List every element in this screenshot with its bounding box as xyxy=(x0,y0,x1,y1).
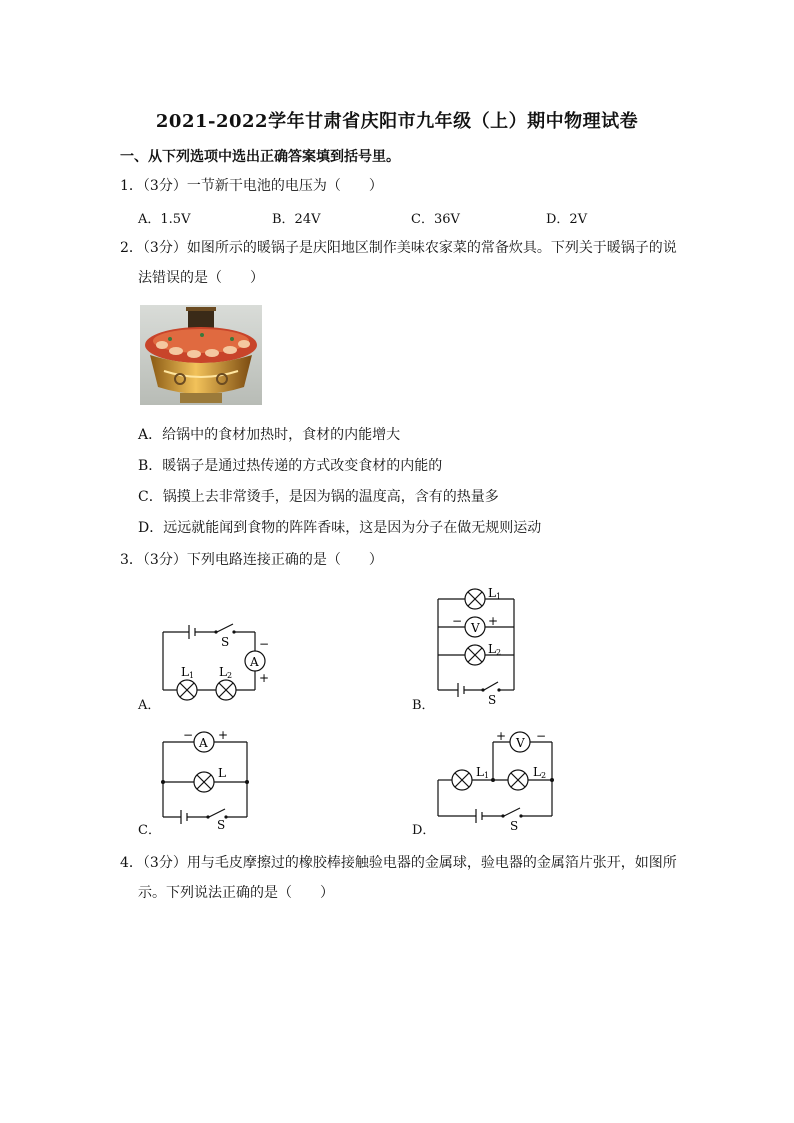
circuit-c-ammeter-label: A xyxy=(199,736,208,750)
circuit-a-lamp2-letter: L xyxy=(219,665,227,679)
circuit-b-lamp2-letter: L xyxy=(488,642,496,656)
section-heading: 一、从下列选项中选出正确答案填到括号里。 xyxy=(120,149,400,165)
circuit-a-plus-label: + xyxy=(259,671,270,685)
circuit-d-lamp2-sub: 2 xyxy=(540,771,547,780)
question-2-option-d: D．远远就能闻到食物的阵阵香味，这是因为分子在做无规则运动 xyxy=(138,520,542,536)
question-1-option-a: A．1.5V xyxy=(138,212,191,227)
circuit-a-lamp2-label xyxy=(219,665,232,680)
question-1-stem: 1．（3分）一节新干电池的电压为（ ） xyxy=(120,178,383,194)
hot-pot-image xyxy=(140,305,262,405)
circuit-d-plus-label: + xyxy=(496,730,507,743)
circuit-b-voltmeter-label: V xyxy=(471,621,480,635)
circuit-d-lamp2-letter: L xyxy=(533,765,541,779)
circuit-a-switch-label: S xyxy=(221,635,230,649)
circuit-d-minus-label: − xyxy=(536,730,547,743)
circuit-d-lamp1-label xyxy=(476,765,489,780)
question-3-option-b-label: B． xyxy=(412,698,435,713)
circuit-d-lamp2-label xyxy=(533,765,546,780)
question-2-option-a: A．给锅中的食材加热时，食材的内能增大 xyxy=(138,427,401,443)
question-4-stem-line-2: 示。下列说法正确的是（ ） xyxy=(138,885,334,901)
circuit-b-lamp2-label xyxy=(488,642,501,657)
circuit-b-lamp2-sub: 2 xyxy=(495,648,502,657)
circuit-d-lamp1-sub: 1 xyxy=(483,771,490,780)
circuit-b-lamp1-label xyxy=(488,586,501,601)
question-4-stem-line-1: 4．（3分）用与毛皮摩擦过的橡胶棒接触验电器的金属球，验电器的金属箔片张开，如图所 xyxy=(120,855,677,871)
question-2-option-b: B．暖锅子是通过热传递的方式改变食材的内能的 xyxy=(138,458,443,474)
question-1-option-b: B．24V xyxy=(272,212,321,227)
circuit-b-minus-label: − xyxy=(452,614,463,628)
question-3-option-c-label: C． xyxy=(138,823,161,838)
circuit-d-lamp1-letter: L xyxy=(476,765,484,779)
circuit-diagram-c xyxy=(155,727,265,837)
circuit-a-minus-label: − xyxy=(259,637,270,651)
circuit-b-lamp1-sub: 1 xyxy=(495,592,502,601)
question-2-option-c: C．锅摸上去非常烫手，是因为锅的温度高，含有的热量多 xyxy=(138,489,499,505)
circuit-a-ammeter-label: A xyxy=(250,655,259,669)
question-1-option-d: D．2V xyxy=(546,212,588,227)
question-2-stem-line-2: 法错误的是（ ） xyxy=(138,270,264,286)
question-3-option-a-label: A． xyxy=(138,698,161,713)
circuit-a-lamp1-sub: 1 xyxy=(188,671,195,680)
circuit-diagram-d xyxy=(432,730,562,835)
circuit-c-switch-label: S xyxy=(217,818,226,832)
circuit-a-lamp1-label xyxy=(181,665,194,680)
circuit-d-voltmeter-label: V xyxy=(516,736,525,750)
question-2-stem-line-1: 2．（3分）如图所示的暖锅子是庆阳地区制作美味农家菜的常备炊具。下列关于暖锅子的说 xyxy=(120,240,677,256)
page-title: 2021-2022学年甘肃省庆阳市九年级（上）期中物理试卷 xyxy=(155,111,639,132)
circuit-a-lamp2-sub: 2 xyxy=(226,671,233,680)
question-3-stem: 3．（3分）下列电路连接正确的是（ ） xyxy=(120,552,383,568)
circuit-diagram-a xyxy=(155,620,275,715)
question-1-option-c: C．36V xyxy=(411,212,460,227)
circuit-d-switch-label: S xyxy=(510,819,519,833)
circuit-c-minus-label: − xyxy=(183,728,194,742)
circuit-c-lamp-label: L xyxy=(218,766,226,780)
circuit-b-switch-label: S xyxy=(488,693,497,707)
circuit-c-plus-label: + xyxy=(218,728,229,742)
question-3-option-d-label: D． xyxy=(412,823,436,838)
circuit-a-lamp1-letter: L xyxy=(181,665,189,679)
circuit-b-lamp1-letter: L xyxy=(488,586,496,600)
circuit-b-plus-label: + xyxy=(488,614,499,628)
circuit-diagram-b xyxy=(432,583,552,708)
